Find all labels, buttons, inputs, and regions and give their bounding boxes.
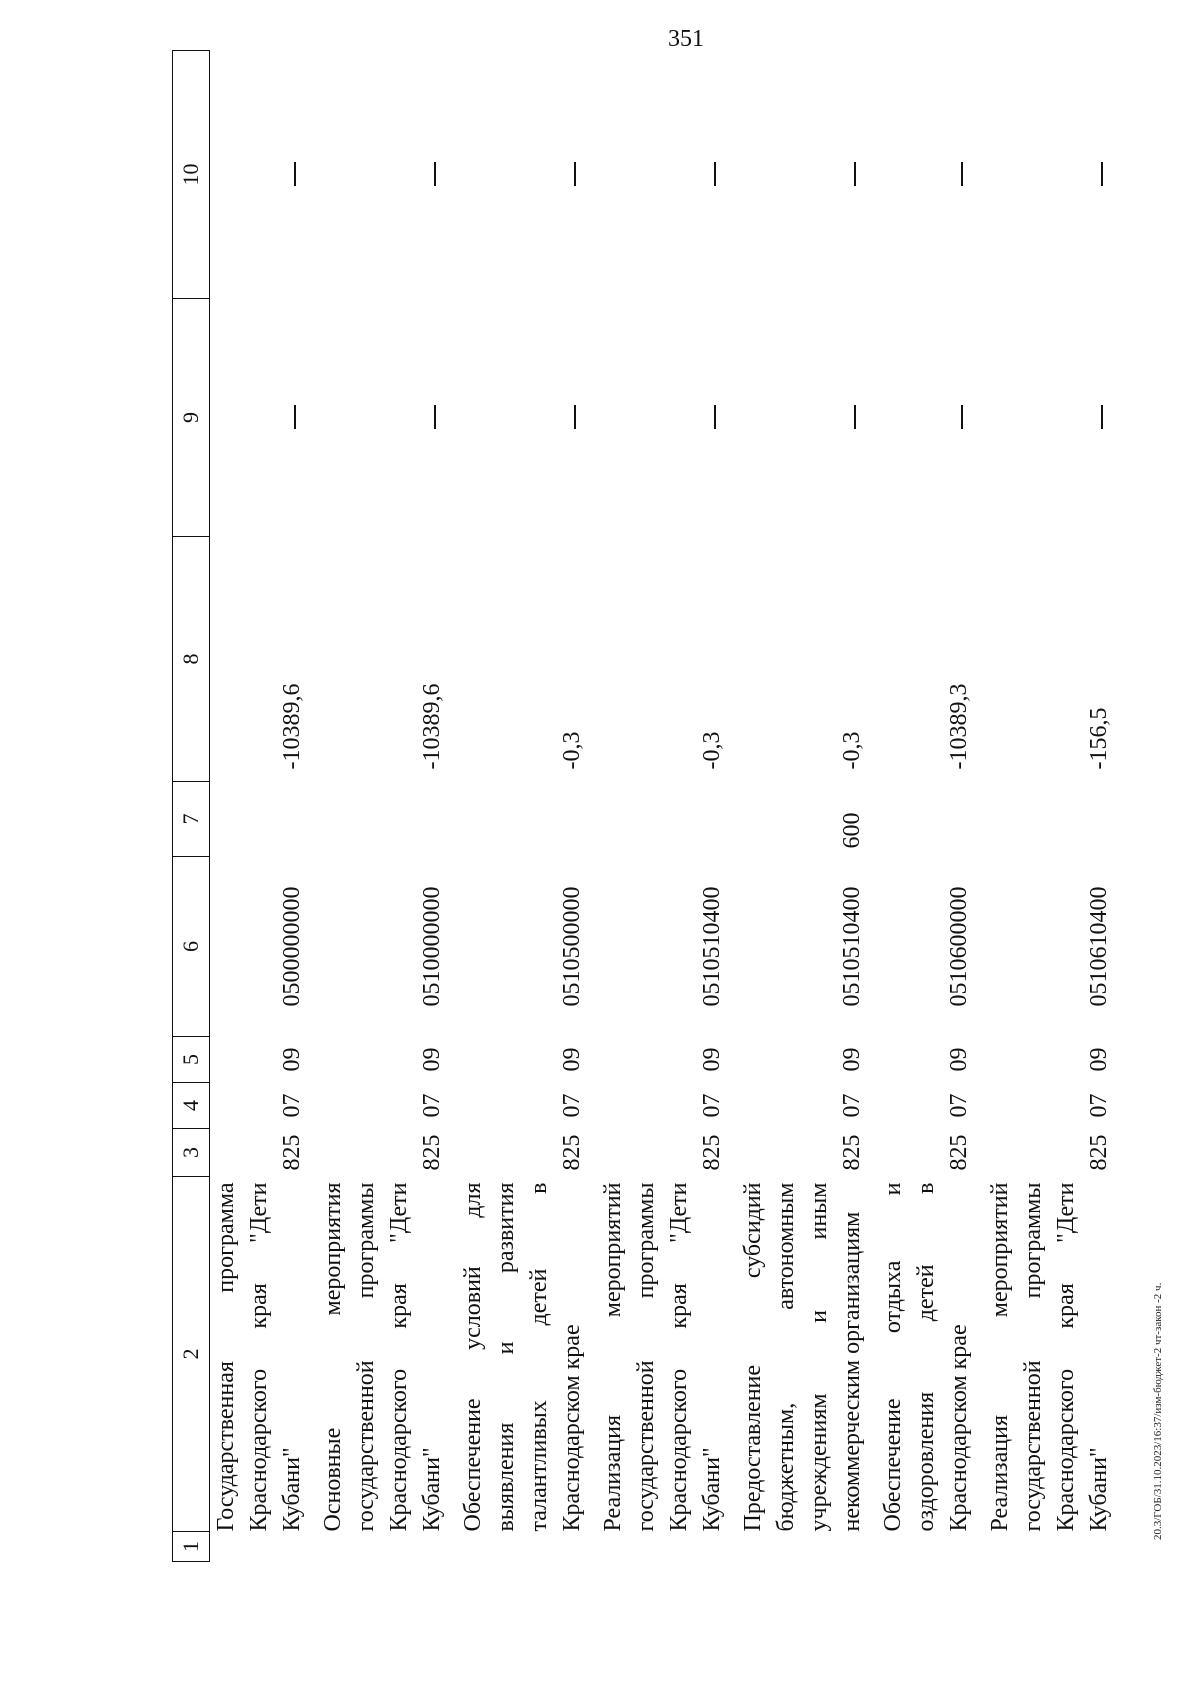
cell-c3: 825 (279, 1134, 305, 1171)
table-row (597, 51, 729, 1562)
row-name: Основные мероприятия государственной программы Краснодарского края "Дети Кубани" (320, 1182, 445, 1532)
cell-c6: 0510600000 (946, 886, 972, 1007)
dash-mark (434, 406, 436, 430)
dash-mark (1101, 406, 1103, 430)
cell-c4: 07 (559, 1093, 585, 1118)
dash-mark (714, 406, 716, 430)
header-cell: 9 (173, 299, 210, 537)
cell-c6: 0510510400 (839, 886, 865, 1007)
cell-c8: -0,3 (699, 731, 725, 770)
cell-c9 (737, 299, 869, 537)
cell-c3: 825 (699, 1134, 725, 1171)
dash-mark (294, 163, 296, 187)
cell-c8: -10389,6 (279, 683, 305, 770)
cell-c6: 0500000000 (279, 886, 305, 1007)
row-spacer (976, 51, 984, 1562)
page-number: 351 (668, 26, 704, 52)
cell-c10 (877, 51, 976, 299)
cell-c10 (737, 51, 869, 299)
cell-c5: 09 (279, 1047, 305, 1072)
header-cell: 6 (173, 857, 210, 1037)
cell-c3: 825 (946, 1134, 972, 1171)
cell-c3: 825 (559, 1134, 585, 1171)
row-spacer (589, 51, 597, 1562)
cell-c9 (984, 299, 1116, 537)
dash-mark (434, 163, 436, 187)
row-spacer (869, 51, 877, 1562)
cell-c6: 0510000000 (419, 886, 445, 1007)
header-cell: 2 (173, 1177, 210, 1532)
cell-c8: -10389,6 (419, 683, 445, 770)
cell-c7 (597, 782, 729, 857)
header-cell: 8 (173, 537, 210, 782)
row-spacer (729, 51, 737, 1562)
cell-c9 (877, 299, 976, 537)
dash-mark (854, 163, 856, 187)
cell-c6: 0510610400 (1086, 886, 1112, 1007)
row-name: Обеспечение отдыха и оздоровления детей в Краснодарском крае (880, 1182, 972, 1532)
cell-c3: 825 (839, 1134, 865, 1171)
cell-c4: 07 (839, 1093, 865, 1118)
dash-mark (1101, 163, 1103, 187)
header-cell: 7 (173, 782, 210, 857)
cell-c4: 07 (946, 1093, 972, 1118)
cell-c10 (984, 51, 1116, 299)
cell-c7: 600 (839, 812, 865, 849)
cell-c5: 09 (1086, 1047, 1112, 1072)
cell-c4: 07 (279, 1093, 305, 1118)
cell-c8: -0,3 (839, 731, 865, 770)
dash-mark (294, 406, 296, 430)
cell-c4: 07 (699, 1093, 725, 1118)
cell-c8: -10389,3 (946, 683, 972, 770)
budget-table-sheet (172, 81, 1112, 1562)
cell-c10 (210, 51, 310, 299)
footer-note: 20.3/ГОБ/31.10.2023/16:37/изм-бюджет-2 чт-закон -2 ч. (1152, 1282, 1164, 1540)
header-cell: 3 (173, 1129, 210, 1177)
table-row (457, 51, 589, 1562)
table-row (210, 51, 310, 1562)
cell-c4: 07 (419, 1093, 445, 1118)
row-name: Обеспечение условий для выявления и развития талантливых детей в Краснодарском крае (460, 1182, 585, 1532)
row-name: Государственная программа Краснодарского края "Дети Кубани" (213, 1182, 305, 1532)
cell-c9 (457, 299, 589, 537)
cell-c3: 825 (419, 1134, 445, 1171)
header-cell: 10 (173, 51, 210, 299)
cell-c6: 0510510400 (699, 886, 725, 1007)
dash-mark (574, 163, 576, 187)
table-row (877, 51, 976, 1562)
row-spacer (449, 51, 457, 1562)
cell-c5: 09 (559, 1047, 585, 1072)
header-cell: 5 (173, 1037, 210, 1083)
cell-c7 (210, 782, 310, 857)
dash-mark (714, 163, 716, 187)
cell-c5: 09 (419, 1047, 445, 1072)
cell-c8: -156,5 (1086, 707, 1112, 770)
table-row (984, 51, 1116, 1562)
cell-c9 (317, 299, 449, 537)
cell-c9 (597, 299, 729, 537)
dash-mark (574, 406, 576, 430)
header-cell: 4 (173, 1083, 210, 1129)
row-name: Реализация мероприятий государственной программы Краснодарского края "Дети Кубани" (600, 1182, 725, 1532)
cell-c10 (597, 51, 729, 299)
cell-c5: 09 (839, 1047, 865, 1072)
cell-c4: 07 (1086, 1093, 1112, 1118)
cell-c10 (457, 51, 589, 299)
header-cell: 1 (173, 1532, 210, 1562)
table-row (737, 51, 869, 1562)
budget-table (172, 50, 1116, 1562)
cell-c8: -0,3 (559, 731, 585, 770)
cell-c7 (984, 782, 1116, 857)
cell-c10 (317, 51, 449, 299)
cell-c7 (877, 782, 976, 857)
cell-c3: 825 (1086, 1134, 1112, 1171)
cell-c7 (457, 782, 589, 857)
row-name: Предоставление субсидий бюджетным, автономным учреждениям и иным некоммерческим организациям (740, 1182, 865, 1532)
cell-c7 (317, 782, 449, 857)
table-row (317, 51, 449, 1562)
dash-mark (854, 406, 856, 430)
table-header-row (173, 51, 210, 1562)
cell-c5: 09 (699, 1047, 725, 1072)
dash-mark (961, 163, 963, 187)
cell-c9 (210, 299, 310, 537)
cell-c6: 0510500000 (559, 886, 585, 1007)
row-name: Реализация мероприятий государственной программы Краснодарского края "Дети Кубани" (987, 1182, 1112, 1532)
dash-mark (961, 406, 963, 430)
cell-c5: 09 (946, 1047, 972, 1072)
row-spacer (309, 51, 317, 1562)
